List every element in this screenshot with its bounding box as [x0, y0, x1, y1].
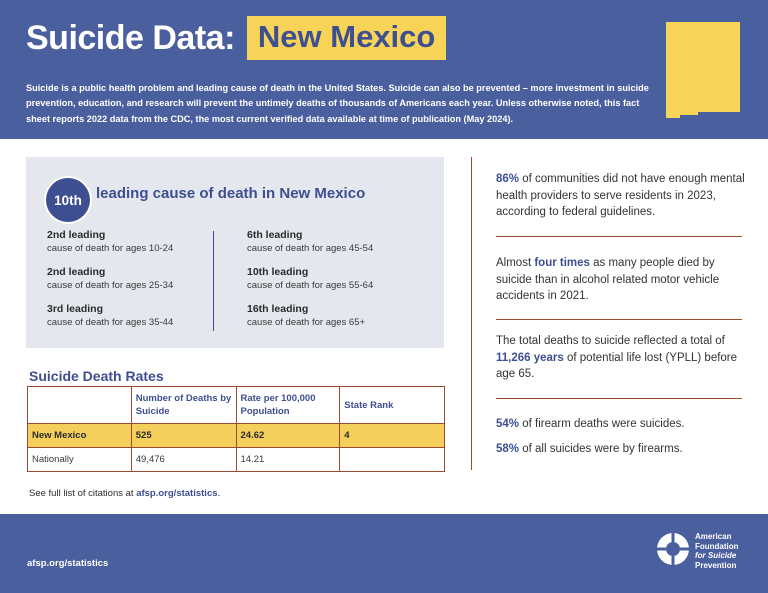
stat-text: The total deaths to suicide reflected a total of: [496, 335, 725, 347]
table-cell: 49,476: [131, 448, 236, 472]
item-subtitle: cause of death for ages 35-44: [47, 317, 174, 328]
item-subtitle: cause of death for ages 25-34: [47, 280, 174, 291]
stat-text: of firearm deaths were suicides.: [519, 418, 685, 430]
stat-text: Almost: [496, 257, 535, 269]
org-name-line: Prevention: [695, 560, 737, 570]
rank-badge: 10th: [46, 178, 90, 222]
table-cell: 14.21: [236, 448, 340, 472]
header-banner: [0, 0, 768, 139]
table-row: [28, 424, 445, 448]
stat-firearm-suicides: [496, 441, 746, 458]
page-title: [26, 16, 446, 60]
rates-title: Suicide Death Rates: [29, 368, 164, 384]
table-cell: [340, 448, 445, 472]
list-item: [47, 229, 173, 255]
item-subtitle: cause of death for ages 55-64: [247, 280, 374, 291]
org-logo-text: [695, 532, 755, 570]
item-title: 2nd leading: [47, 229, 106, 241]
stat-highlight: 54%: [496, 418, 520, 430]
leading-cause-panel: [26, 157, 444, 348]
citation-prefix: See full list of citations at: [29, 488, 137, 499]
list-item: [47, 266, 173, 292]
table-header-cell: State Rank: [340, 387, 445, 424]
item-title: 3rd leading: [47, 303, 104, 315]
list-item: [247, 229, 373, 255]
afsp-lifebuoy-icon: [655, 531, 691, 567]
table-header-cell: Rate per 100,000 Population: [236, 387, 340, 424]
state-name: New Mexico: [247, 16, 446, 60]
stat-motor-vehicle: [496, 255, 746, 305]
table-cell: New Mexico: [28, 424, 132, 448]
stat-providers: [496, 171, 746, 221]
stat-divider: [496, 319, 742, 320]
citation-suffix: .: [217, 488, 221, 499]
table-header-cell: Number of Deaths by Suicide: [131, 387, 236, 424]
table-cell: 525: [131, 424, 236, 448]
stat-firearm-deaths: [496, 416, 746, 433]
citation-note: [29, 488, 220, 499]
death-rates-table: [27, 386, 445, 472]
list-item: [247, 266, 373, 292]
citation-link[interactable]: afsp.org/statistics: [136, 488, 218, 499]
stat-text: of all suicides were by firearms.: [519, 443, 683, 455]
table-cell: 4: [340, 424, 445, 448]
item-subtitle: cause of death for ages 65+: [247, 317, 366, 328]
stat-highlight: four times: [534, 257, 590, 269]
table-cell: Nationally: [28, 448, 132, 472]
stat-text: as many people died by suicide than in alcohol related motor vehicle accidents in 2021.: [496, 257, 720, 302]
item-title: 2nd leading: [47, 266, 106, 278]
title-text: Suicide Data:: [26, 18, 235, 57]
intro-paragraph: Suicide is a public health problem and leading cause of death in the United States. Suicide can also be prevented – more investment in suicide prevention, education, and research will prevent the untimely deaths of thousands of Americans each year. Unless otherwise noted, this fact sheet reports 2022 data from the CDC, the most current verified data available at time of publication (May 2024).: [26, 83, 649, 124]
leading-list-right: [247, 229, 373, 340]
list-item: [47, 303, 173, 329]
stat-highlight: 11,266 years: [496, 351, 564, 364]
item-title: 6th leading: [247, 229, 303, 241]
stat-ypll: [496, 333, 746, 383]
stat-highlight: 58%: [496, 443, 520, 455]
table-row: [28, 448, 445, 472]
footer-link[interactable]: afsp.org/statistics: [27, 558, 109, 569]
new-mexico-map-icon: [662, 18, 744, 118]
footer-banner: [0, 514, 768, 593]
stat-text: of potential life lost (YPLL) before age 65.: [496, 351, 738, 380]
stat-text: of communities did not have enough mental health providers to serve residents in 2023, according to federal guidelines.: [496, 173, 745, 218]
panel-divider: [213, 231, 214, 331]
stat-highlight: 86%: [496, 173, 520, 185]
stat-divider: [496, 398, 742, 399]
list-item: [247, 303, 373, 329]
leading-list-left: [47, 229, 173, 340]
table-header-row: [28, 387, 445, 424]
org-name-line: for Suicide: [695, 551, 737, 560]
item-subtitle: cause of death for ages 45-54: [247, 243, 374, 254]
org-name-line: Foundation: [695, 541, 739, 551]
rank-description: leading cause of death in New Mexico: [96, 185, 366, 202]
stat-divider: [496, 236, 742, 237]
item-subtitle: cause of death for ages 10-24: [47, 243, 174, 254]
item-title: 16th leading: [247, 303, 309, 315]
org-name-line: American: [695, 532, 732, 541]
item-title: 10th leading: [247, 266, 309, 278]
table-header-cell: [28, 387, 132, 424]
table-cell: 24.62: [236, 424, 340, 448]
column-divider: [471, 157, 472, 470]
